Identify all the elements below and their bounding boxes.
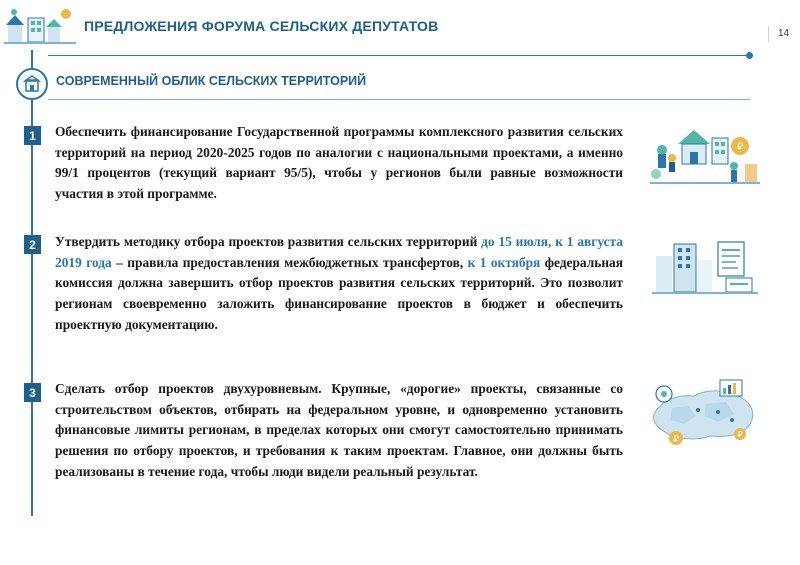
section-title: СОВРЕМЕННЫЙ ОБЛИК СЕЛЬСКИХ ТЕРРИТОРИЙ	[56, 74, 367, 88]
section-rule	[48, 99, 750, 100]
russia-map-illustration	[648, 378, 760, 452]
item-2-text	[55, 232, 623, 336]
timeline-line	[31, 50, 33, 516]
item-2-text-e: федеральная комиссия должна завершить отбор проектов развития сельских территорий. Это позволит регионам своевременно заложить финансирование проектов в бюджет и обеспечить проектную документацию.	[55, 254, 623, 332]
item-number-badge: 3	[24, 383, 41, 402]
item-number-badge: 1	[24, 126, 41, 145]
svg-text:₽: ₽	[736, 142, 744, 153]
header-logo-village-icon	[4, 6, 76, 48]
svg-text:₽: ₽	[737, 430, 743, 439]
header-rule-dot	[746, 52, 753, 59]
village-people-illustration	[650, 124, 760, 192]
item-number-badge: 2	[24, 235, 41, 254]
svg-text:₽: ₽	[673, 434, 679, 444]
item-2-text-c: – правила предоставления межбюджетных трансфертов,	[111, 254, 468, 270]
header-rule	[48, 55, 750, 56]
page-number: 14	[778, 28, 790, 39]
item-2-text-a: Утвердить методику отбора проектов развития сельских территорий	[55, 234, 482, 249]
city-documents-illustration	[652, 238, 758, 300]
building-icon	[16, 68, 48, 100]
item-2-deadline-2: к 1 октября	[467, 254, 541, 270]
item-1-text: Обеспечить финансирование Государственной программы комплексного развития сельских территорий на период 2020-2025 годов по аналогии с национальными проектами, а именно 99/1 процентов (текущий вариант 95/5), чтобы у регионов были равные возможности участия в этой программе.	[55, 124, 623, 202]
page-number-divider	[768, 26, 769, 42]
item-2-deadline-1: до 15 июля, к 1 августа 2019 года	[55, 234, 623, 270]
item-3-text: Сделать отбор проектов двухуровневым. Крупные, «дорогие» проекты, связанные со строительством объектов, отбирать на федеральном уровне, и одновременно установить финансовые лимиты регионам, в пределах которых они смогут самостоятельно принимать решения по отбору проектов, и требования к таким проектам. Главное, они должны быть реализованы в течение года, чтобы люди видели реальный результат.	[55, 381, 623, 479]
header-title: ПРЕДЛОЖЕНИЯ ФОРУМА СЕЛЬСКИХ ДЕПУТАТОВ	[84, 18, 439, 34]
